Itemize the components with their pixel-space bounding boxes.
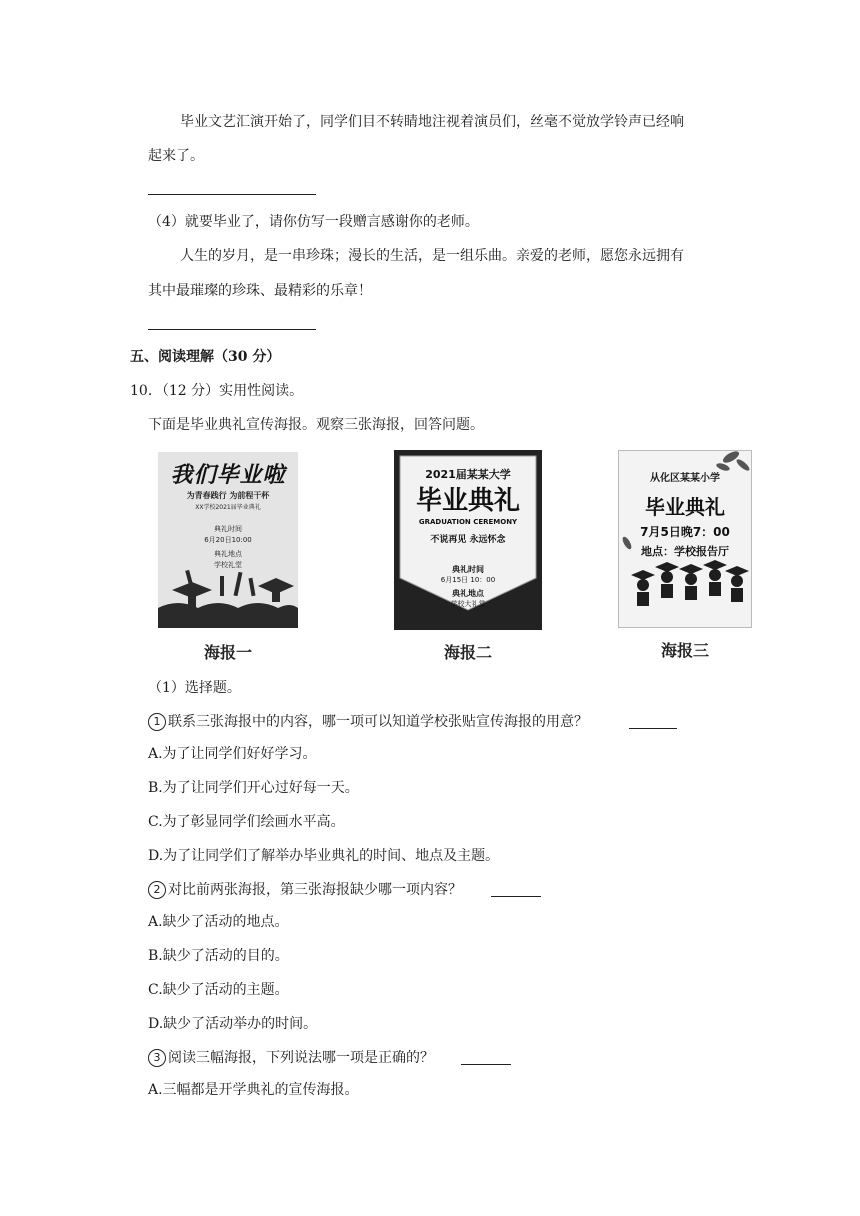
option-a: A.三幅都是开学典礼的宣传海报。 xyxy=(148,1082,359,1098)
poster-2-title: 毕业典礼 xyxy=(415,486,520,516)
question-number: 1 xyxy=(148,713,166,731)
poster-2-place-label: 典礼地点 xyxy=(452,589,484,598)
q9-sentence-line2: 起来了。 xyxy=(148,148,204,164)
question-2-stem-line xyxy=(148,880,462,900)
option-a: A.缺少了活动的地点。 xyxy=(148,914,289,930)
poster-2-time: 6月15日 10：00 xyxy=(440,576,496,584)
poster-1-caption: 海报一 xyxy=(203,643,252,662)
poster-2-time-label: 典礼时间 xyxy=(452,565,484,574)
q9-4-example-line1: 人生的岁月，是一串珍珠；漫长的生活，是一组乐曲。亲爱的老师，愿您永远拥有 xyxy=(180,248,684,264)
question-stem: 阅读三幅海报，下列说法哪一项是正确的？ xyxy=(168,1050,434,1066)
poster-1-title: 我们毕业啦 xyxy=(170,463,286,488)
poster-1-sub1: 为青春践行 为前程干杯 xyxy=(186,491,270,500)
poster-2-en: GRADUATION CEREMONY xyxy=(418,518,518,526)
option-a: A.为了让同学们好好学习。 xyxy=(148,746,317,762)
poster-3 xyxy=(618,450,752,628)
question-number: 3 xyxy=(148,1049,166,1067)
q9-4-prompt: （4）就要毕业了，请你仿写一段赠言感谢你的老师。 xyxy=(148,214,479,230)
poster-1-time-label: 典礼时间 xyxy=(214,525,242,533)
poster-2-caption: 海报二 xyxy=(443,643,492,662)
q10-header: 10．（12 分）实用性阅读。 xyxy=(130,383,304,399)
question-stem: 对比前两张海报，第三张海报缺少哪一项内容？ xyxy=(168,882,462,898)
answer-blank[interactable] xyxy=(148,194,316,195)
answer-blank[interactable] xyxy=(148,329,316,330)
option-d: D.缺少了活动举办的时间。 xyxy=(148,1016,318,1032)
option-c: C.缺少了活动的主题。 xyxy=(148,982,289,998)
section-title: 五、阅读理解（30 分） xyxy=(130,349,281,365)
question-number: 2 xyxy=(148,881,166,899)
option-c: C.为了彰显同学们绘画水平高。 xyxy=(148,814,345,830)
poster-3-top: 从化区某某小学 xyxy=(650,473,720,484)
graduation-crowd-illustration xyxy=(158,452,298,628)
q10-1-label: （1）选择题。 xyxy=(148,680,241,696)
poster-1-sub2: XX学校2021届毕业典礼 xyxy=(195,504,261,511)
students-illustration xyxy=(619,451,752,628)
option-d: D.为了让同学们了解举办毕业典礼的时间、地点及主题。 xyxy=(148,848,500,864)
answer-blank[interactable] xyxy=(491,896,541,897)
poster-2-slogan: 不说再见 永远怀念 xyxy=(430,535,506,545)
poster-3-place: 地点：学校报告厅 xyxy=(641,545,729,558)
q10-intro: 下面是毕业典礼宣传海报。观察三张海报，回答问题。 xyxy=(148,417,484,433)
q9-sentence-line1: 毕业文艺汇演开始了，同学们目不转睛地注视着演员们，丝毫不觉放学铃声已经响 xyxy=(180,114,684,130)
q9-4-example-line2: 其中最璀璨的珍珠、最精彩的乐章！ xyxy=(148,283,372,299)
poster-1 xyxy=(158,452,298,628)
poster-1-place: 学校礼堂 xyxy=(214,561,242,569)
poster-1-time: 6月20日10:00 xyxy=(204,536,252,544)
poster-2 xyxy=(394,450,542,630)
poster-3-caption: 海报三 xyxy=(660,641,709,660)
poster-2-top: 2021届某某大学 xyxy=(425,468,511,481)
poster-3-title: 毕业典礼 xyxy=(645,495,725,519)
option-b: B.缺少了活动的目的。 xyxy=(148,948,289,964)
answer-blank[interactable] xyxy=(629,728,677,729)
question-stem: 联系三张海报中的内容，哪一项可以知道学校张贴宣传海报的用意？ xyxy=(168,714,588,730)
option-b: B.为了让同学们开心过好每一天。 xyxy=(148,780,359,796)
question-3-stem-line xyxy=(148,1048,434,1068)
poster-2-place: 学校大礼堂 xyxy=(450,600,486,608)
question-1-stem-line xyxy=(148,712,588,732)
poster-1-place-label: 典礼地点 xyxy=(214,550,242,558)
poster-3-time: 7月5日晚7：00 xyxy=(640,525,730,539)
answer-blank[interactable] xyxy=(461,1064,511,1065)
